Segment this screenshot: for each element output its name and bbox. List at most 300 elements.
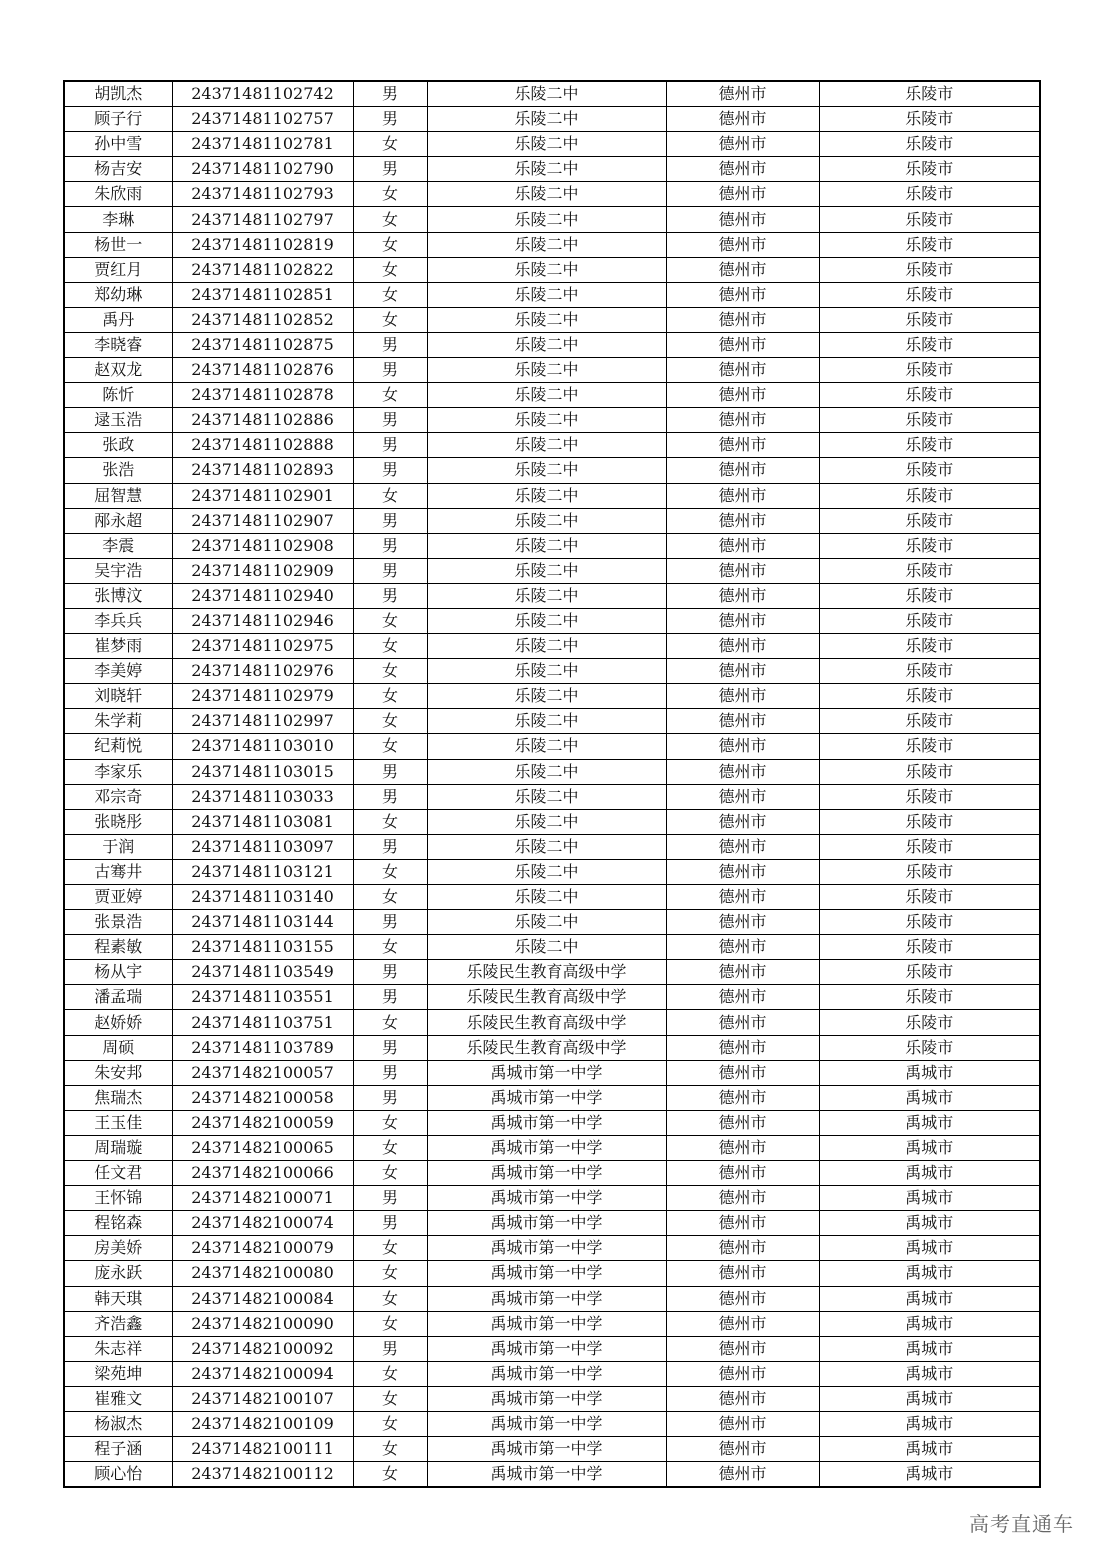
cell-gender: 女 xyxy=(353,1161,427,1186)
table-row xyxy=(64,910,1040,935)
cell-name: 潘孟瑞 xyxy=(64,985,172,1010)
table-row xyxy=(64,885,1040,910)
cell-county: 乐陵市 xyxy=(819,182,1040,207)
cell-exam-id: 24371481103789 xyxy=(172,1035,353,1060)
table-row xyxy=(64,383,1040,408)
cell-gender: 女 xyxy=(353,257,427,282)
cell-exam-id: 24371481103015 xyxy=(172,759,353,784)
cell-name: 齐浩鑫 xyxy=(64,1311,172,1336)
cell-school: 禹城市第一中学 xyxy=(427,1361,666,1386)
table-row xyxy=(64,1186,1040,1211)
cell-gender: 女 xyxy=(353,1135,427,1160)
cell-exam-id: 24371482100090 xyxy=(172,1311,353,1336)
cell-county: 乐陵市 xyxy=(819,282,1040,307)
cell-county: 乐陵市 xyxy=(819,1010,1040,1035)
cell-school: 乐陵二中 xyxy=(427,433,666,458)
cell-county: 乐陵市 xyxy=(819,558,1040,583)
cell-gender: 女 xyxy=(353,1311,427,1336)
cell-exam-id: 24371481102888 xyxy=(172,433,353,458)
cell-city: 德州市 xyxy=(666,583,819,608)
cell-name: 杨吉安 xyxy=(64,157,172,182)
cell-city: 德州市 xyxy=(666,433,819,458)
cell-city: 德州市 xyxy=(666,608,819,633)
table-row xyxy=(64,458,1040,483)
cell-exam-id: 24371482100111 xyxy=(172,1437,353,1462)
cell-school: 禹城市第一中学 xyxy=(427,1261,666,1286)
cell-name: 程铭森 xyxy=(64,1211,172,1236)
table-row xyxy=(64,1135,1040,1160)
cell-city: 德州市 xyxy=(666,1437,819,1462)
cell-city: 德州市 xyxy=(666,383,819,408)
table-row xyxy=(64,182,1040,207)
cell-gender: 女 xyxy=(353,383,427,408)
cell-city: 德州市 xyxy=(666,1361,819,1386)
table-row xyxy=(64,1361,1040,1386)
table-row xyxy=(64,1411,1040,1436)
cell-city: 德州市 xyxy=(666,1261,819,1286)
table-row xyxy=(64,1060,1040,1085)
cell-city: 德州市 xyxy=(666,157,819,182)
cell-county: 乐陵市 xyxy=(819,659,1040,684)
cell-school: 乐陵二中 xyxy=(427,759,666,784)
cell-school: 乐陵二中 xyxy=(427,935,666,960)
cell-county: 乐陵市 xyxy=(819,985,1040,1010)
cell-county: 乐陵市 xyxy=(819,458,1040,483)
table-row xyxy=(64,558,1040,583)
cell-school: 乐陵二中 xyxy=(427,684,666,709)
cell-county: 禹城市 xyxy=(819,1110,1040,1135)
cell-gender: 男 xyxy=(353,784,427,809)
cell-county: 乐陵市 xyxy=(819,433,1040,458)
cell-name: 程子涵 xyxy=(64,1437,172,1462)
cell-school: 乐陵二中 xyxy=(427,784,666,809)
cell-school: 禹城市第一中学 xyxy=(427,1085,666,1110)
cell-name: 吴宇浩 xyxy=(64,558,172,583)
cell-city: 德州市 xyxy=(666,1236,819,1261)
cell-school: 乐陵二中 xyxy=(427,358,666,383)
cell-exam-id: 24371481102851 xyxy=(172,282,353,307)
cell-gender: 女 xyxy=(353,1437,427,1462)
cell-school: 乐陵二中 xyxy=(427,81,666,107)
cell-name: 王怀锦 xyxy=(64,1186,172,1211)
cell-name: 赵娇娇 xyxy=(64,1010,172,1035)
cell-exam-id: 24371482100058 xyxy=(172,1085,353,1110)
cell-city: 德州市 xyxy=(666,885,819,910)
cell-exam-id: 24371481103097 xyxy=(172,834,353,859)
cell-name: 赵双龙 xyxy=(64,358,172,383)
table-row xyxy=(64,107,1040,132)
cell-exam-id: 24371481102946 xyxy=(172,608,353,633)
table-row xyxy=(64,709,1040,734)
cell-gender: 男 xyxy=(353,157,427,182)
table-row xyxy=(64,1286,1040,1311)
cell-gender: 女 xyxy=(353,1010,427,1035)
cell-name: 张晓彤 xyxy=(64,809,172,834)
cell-city: 德州市 xyxy=(666,1311,819,1336)
cell-county: 乐陵市 xyxy=(819,232,1040,257)
cell-name: 朱学莉 xyxy=(64,709,172,734)
cell-name: 胡凯杰 xyxy=(64,81,172,107)
cell-name: 李兵兵 xyxy=(64,608,172,633)
cell-school: 禹城市第一中学 xyxy=(427,1060,666,1085)
cell-exam-id: 24371481102875 xyxy=(172,332,353,357)
table-row xyxy=(64,1110,1040,1135)
cell-name: 房美娇 xyxy=(64,1236,172,1261)
cell-county: 乐陵市 xyxy=(819,734,1040,759)
cell-name: 贾亚婷 xyxy=(64,885,172,910)
cell-school: 乐陵二中 xyxy=(427,508,666,533)
cell-county: 乐陵市 xyxy=(819,759,1040,784)
cell-city: 德州市 xyxy=(666,307,819,332)
cell-school: 乐陵二中 xyxy=(427,734,666,759)
cell-school: 乐陵二中 xyxy=(427,859,666,884)
cell-school: 乐陵二中 xyxy=(427,583,666,608)
cell-city: 德州市 xyxy=(666,834,819,859)
cell-gender: 女 xyxy=(353,1462,427,1488)
table-row xyxy=(64,132,1040,157)
cell-county: 禹城市 xyxy=(819,1261,1040,1286)
cell-exam-id: 24371481102742 xyxy=(172,81,353,107)
cell-city: 德州市 xyxy=(666,1060,819,1085)
cell-name: 杨世一 xyxy=(64,232,172,257)
cell-county: 乐陵市 xyxy=(819,257,1040,282)
cell-gender: 男 xyxy=(353,583,427,608)
table-row xyxy=(64,935,1040,960)
cell-county: 乐陵市 xyxy=(819,834,1040,859)
cell-city: 德州市 xyxy=(666,634,819,659)
cell-name: 王玉佳 xyxy=(64,1110,172,1135)
cell-county: 乐陵市 xyxy=(819,307,1040,332)
cell-county: 乐陵市 xyxy=(819,332,1040,357)
cell-exam-id: 24371481102781 xyxy=(172,132,353,157)
cell-city: 德州市 xyxy=(666,859,819,884)
cell-name: 张博汶 xyxy=(64,583,172,608)
cell-city: 德州市 xyxy=(666,684,819,709)
cell-county: 乐陵市 xyxy=(819,960,1040,985)
cell-county: 禹城市 xyxy=(819,1462,1040,1488)
cell-exam-id: 24371481102975 xyxy=(172,634,353,659)
cell-exam-id: 24371482100066 xyxy=(172,1161,353,1186)
cell-gender: 女 xyxy=(353,734,427,759)
cell-school: 乐陵二中 xyxy=(427,458,666,483)
cell-city: 德州市 xyxy=(666,1085,819,1110)
cell-exam-id: 24371481103140 xyxy=(172,885,353,910)
table-row xyxy=(64,659,1040,684)
cell-county: 禹城市 xyxy=(819,1386,1040,1411)
cell-county: 禹城市 xyxy=(819,1437,1040,1462)
cell-gender: 女 xyxy=(353,684,427,709)
cell-name: 朱志祥 xyxy=(64,1336,172,1361)
cell-name: 杨从宇 xyxy=(64,960,172,985)
table-row xyxy=(64,257,1040,282)
cell-exam-id: 24371481102997 xyxy=(172,709,353,734)
cell-school: 乐陵二中 xyxy=(427,282,666,307)
table-row xyxy=(64,307,1040,332)
cell-name: 李家乐 xyxy=(64,759,172,784)
cell-name: 朱安邦 xyxy=(64,1060,172,1085)
cell-city: 德州市 xyxy=(666,1462,819,1488)
cell-exam-id: 24371482100107 xyxy=(172,1386,353,1411)
cell-county: 禹城市 xyxy=(819,1186,1040,1211)
table-row xyxy=(64,81,1040,107)
cell-gender: 男 xyxy=(353,332,427,357)
table-row xyxy=(64,157,1040,182)
cell-exam-id: 24371481102901 xyxy=(172,483,353,508)
table-row xyxy=(64,207,1040,232)
cell-exam-id: 24371481102907 xyxy=(172,508,353,533)
cell-exam-id: 24371481103033 xyxy=(172,784,353,809)
cell-school: 乐陵民生教育高级中学 xyxy=(427,1035,666,1060)
cell-school: 乐陵二中 xyxy=(427,608,666,633)
cell-gender: 女 xyxy=(353,709,427,734)
cell-school: 禹城市第一中学 xyxy=(427,1462,666,1488)
table-row xyxy=(64,734,1040,759)
cell-name: 杨淑杰 xyxy=(64,1411,172,1436)
cell-county: 禹城市 xyxy=(819,1361,1040,1386)
cell-exam-id: 24371481102852 xyxy=(172,307,353,332)
cell-county: 禹城市 xyxy=(819,1060,1040,1085)
table-row xyxy=(64,960,1040,985)
cell-exam-id: 24371482100109 xyxy=(172,1411,353,1436)
cell-city: 德州市 xyxy=(666,960,819,985)
cell-gender: 男 xyxy=(353,1336,427,1361)
cell-city: 德州市 xyxy=(666,458,819,483)
cell-city: 德州市 xyxy=(666,232,819,257)
cell-name: 焦瑞杰 xyxy=(64,1085,172,1110)
cell-county: 乐陵市 xyxy=(819,157,1040,182)
cell-school: 乐陵二中 xyxy=(427,709,666,734)
cell-exam-id: 24371482100079 xyxy=(172,1236,353,1261)
cell-name: 顾心怡 xyxy=(64,1462,172,1488)
cell-gender: 男 xyxy=(353,1211,427,1236)
cell-city: 德州市 xyxy=(666,332,819,357)
cell-exam-id: 24371481102909 xyxy=(172,558,353,583)
cell-name: 程素敏 xyxy=(64,935,172,960)
cell-name: 李晓睿 xyxy=(64,332,172,357)
table-row xyxy=(64,1261,1040,1286)
cell-school: 乐陵二中 xyxy=(427,383,666,408)
cell-name: 郑幼琳 xyxy=(64,282,172,307)
cell-gender: 女 xyxy=(353,659,427,684)
cell-county: 乐陵市 xyxy=(819,383,1040,408)
cell-exam-id: 24371482100057 xyxy=(172,1060,353,1085)
cell-school: 禹城市第一中学 xyxy=(427,1186,666,1211)
cell-name: 李琳 xyxy=(64,207,172,232)
cell-city: 德州市 xyxy=(666,508,819,533)
student-roster-table xyxy=(63,80,1041,1488)
table-row xyxy=(64,408,1040,433)
cell-school: 乐陵民生教育高级中学 xyxy=(427,1010,666,1035)
cell-city: 德州市 xyxy=(666,1161,819,1186)
cell-gender: 男 xyxy=(353,960,427,985)
cell-school: 乐陵二中 xyxy=(427,257,666,282)
cell-school: 乐陵民生教育高级中学 xyxy=(427,985,666,1010)
table-row xyxy=(64,282,1040,307)
cell-gender: 女 xyxy=(353,232,427,257)
cell-county: 禹城市 xyxy=(819,1236,1040,1261)
table-row xyxy=(64,1010,1040,1035)
cell-exam-id: 24371482100065 xyxy=(172,1135,353,1160)
cell-name: 陈忻 xyxy=(64,383,172,408)
cell-gender: 男 xyxy=(353,408,427,433)
cell-gender: 女 xyxy=(353,1411,427,1436)
cell-county: 乐陵市 xyxy=(819,809,1040,834)
cell-school: 乐陵二中 xyxy=(427,659,666,684)
cell-name: 逯玉浩 xyxy=(64,408,172,433)
cell-gender: 男 xyxy=(353,910,427,935)
cell-city: 德州市 xyxy=(666,483,819,508)
cell-school: 乐陵二中 xyxy=(427,834,666,859)
cell-school: 乐陵二中 xyxy=(427,910,666,935)
cell-school: 乐陵二中 xyxy=(427,533,666,558)
cell-city: 德州市 xyxy=(666,1411,819,1436)
cell-exam-id: 24371481103121 xyxy=(172,859,353,884)
cell-exam-id: 24371481102908 xyxy=(172,533,353,558)
cell-name: 贾红月 xyxy=(64,257,172,282)
cell-school: 乐陵二中 xyxy=(427,207,666,232)
cell-school: 乐陵民生教育高级中学 xyxy=(427,960,666,985)
cell-exam-id: 24371481103549 xyxy=(172,960,353,985)
cell-gender: 女 xyxy=(353,1386,427,1411)
cell-city: 德州市 xyxy=(666,1211,819,1236)
table-row xyxy=(64,332,1040,357)
cell-name: 韩天琪 xyxy=(64,1286,172,1311)
cell-exam-id: 24371482100094 xyxy=(172,1361,353,1386)
cell-school: 乐陵二中 xyxy=(427,182,666,207)
cell-exam-id: 24371482100059 xyxy=(172,1110,353,1135)
cell-gender: 男 xyxy=(353,1035,427,1060)
cell-gender: 女 xyxy=(353,809,427,834)
cell-county: 乐陵市 xyxy=(819,358,1040,383)
cell-school: 乐陵二中 xyxy=(427,558,666,583)
watermark-text: 高考直通车 xyxy=(969,1512,1074,1536)
cell-county: 乐陵市 xyxy=(819,608,1040,633)
cell-exam-id: 24371481102893 xyxy=(172,458,353,483)
cell-exam-id: 24371482100112 xyxy=(172,1462,353,1488)
cell-name: 任文君 xyxy=(64,1161,172,1186)
table-row xyxy=(64,583,1040,608)
cell-county: 乐陵市 xyxy=(819,583,1040,608)
cell-gender: 男 xyxy=(353,107,427,132)
cell-city: 德州市 xyxy=(666,1336,819,1361)
table-row xyxy=(64,809,1040,834)
cell-county: 乐陵市 xyxy=(819,207,1040,232)
cell-gender: 女 xyxy=(353,483,427,508)
cell-gender: 女 xyxy=(353,282,427,307)
cell-city: 德州市 xyxy=(666,1286,819,1311)
table-row xyxy=(64,1437,1040,1462)
cell-gender: 女 xyxy=(353,859,427,884)
cell-city: 德州市 xyxy=(666,1010,819,1035)
cell-gender: 女 xyxy=(353,1286,427,1311)
cell-exam-id: 24371481102878 xyxy=(172,383,353,408)
cell-exam-id: 24371482100092 xyxy=(172,1336,353,1361)
cell-gender: 男 xyxy=(353,1186,427,1211)
table-row xyxy=(64,1035,1040,1060)
cell-city: 德州市 xyxy=(666,358,819,383)
cell-school: 禹城市第一中学 xyxy=(427,1437,666,1462)
cell-gender: 男 xyxy=(353,558,427,583)
cell-city: 德州市 xyxy=(666,81,819,107)
cell-name: 周瑞璇 xyxy=(64,1135,172,1160)
cell-school: 禹城市第一中学 xyxy=(427,1135,666,1160)
cell-county: 乐陵市 xyxy=(819,408,1040,433)
cell-school: 乐陵二中 xyxy=(427,232,666,257)
cell-school: 禹城市第一中学 xyxy=(427,1386,666,1411)
table-row xyxy=(64,608,1040,633)
cell-gender: 女 xyxy=(353,634,427,659)
cell-county: 乐陵市 xyxy=(819,107,1040,132)
cell-gender: 男 xyxy=(353,1085,427,1110)
cell-school: 禹城市第一中学 xyxy=(427,1311,666,1336)
cell-name: 屈智慧 xyxy=(64,483,172,508)
cell-name: 崔雅文 xyxy=(64,1386,172,1411)
table-row xyxy=(64,1386,1040,1411)
cell-city: 德州市 xyxy=(666,1386,819,1411)
cell-city: 德州市 xyxy=(666,935,819,960)
cell-city: 德州市 xyxy=(666,1186,819,1211)
cell-exam-id: 24371481102979 xyxy=(172,684,353,709)
cell-gender: 女 xyxy=(353,935,427,960)
cell-school: 禹城市第一中学 xyxy=(427,1336,666,1361)
cell-exam-id: 24371481102976 xyxy=(172,659,353,684)
cell-city: 德州市 xyxy=(666,207,819,232)
cell-county: 乐陵市 xyxy=(819,634,1040,659)
cell-gender: 男 xyxy=(353,358,427,383)
cell-exam-id: 24371481103081 xyxy=(172,809,353,834)
cell-county: 乐陵市 xyxy=(819,784,1040,809)
cell-exam-id: 24371481103010 xyxy=(172,734,353,759)
cell-name: 崔梦雨 xyxy=(64,634,172,659)
cell-name: 古骞井 xyxy=(64,859,172,884)
table-row xyxy=(64,1311,1040,1336)
cell-gender: 男 xyxy=(353,533,427,558)
cell-gender: 女 xyxy=(353,182,427,207)
cell-name: 刘晓轩 xyxy=(64,684,172,709)
cell-gender: 女 xyxy=(353,132,427,157)
table-row xyxy=(64,684,1040,709)
cell-county: 禹城市 xyxy=(819,1211,1040,1236)
cell-name: 李美婷 xyxy=(64,659,172,684)
cell-gender: 女 xyxy=(353,307,427,332)
cell-county: 乐陵市 xyxy=(819,684,1040,709)
cell-city: 德州市 xyxy=(666,734,819,759)
cell-gender: 女 xyxy=(353,608,427,633)
cell-county: 乐陵市 xyxy=(819,910,1040,935)
cell-city: 德州市 xyxy=(666,533,819,558)
cell-city: 德州市 xyxy=(666,182,819,207)
cell-name: 梁苑坤 xyxy=(64,1361,172,1386)
cell-exam-id: 24371482100074 xyxy=(172,1211,353,1236)
cell-county: 乐陵市 xyxy=(819,533,1040,558)
cell-name: 于润 xyxy=(64,834,172,859)
cell-name: 周硕 xyxy=(64,1035,172,1060)
table-row xyxy=(64,1336,1040,1361)
cell-county: 禹城市 xyxy=(819,1085,1040,1110)
cell-county: 乐陵市 xyxy=(819,81,1040,107)
cell-exam-id: 24371482100080 xyxy=(172,1261,353,1286)
cell-name: 邴永超 xyxy=(64,508,172,533)
cell-name: 张浩 xyxy=(64,458,172,483)
cell-school: 禹城市第一中学 xyxy=(427,1236,666,1261)
cell-exam-id: 24371481102757 xyxy=(172,107,353,132)
table-row xyxy=(64,483,1040,508)
table-row xyxy=(64,634,1040,659)
cell-name: 张政 xyxy=(64,433,172,458)
cell-city: 德州市 xyxy=(666,910,819,935)
table-row xyxy=(64,358,1040,383)
cell-gender: 女 xyxy=(353,1361,427,1386)
